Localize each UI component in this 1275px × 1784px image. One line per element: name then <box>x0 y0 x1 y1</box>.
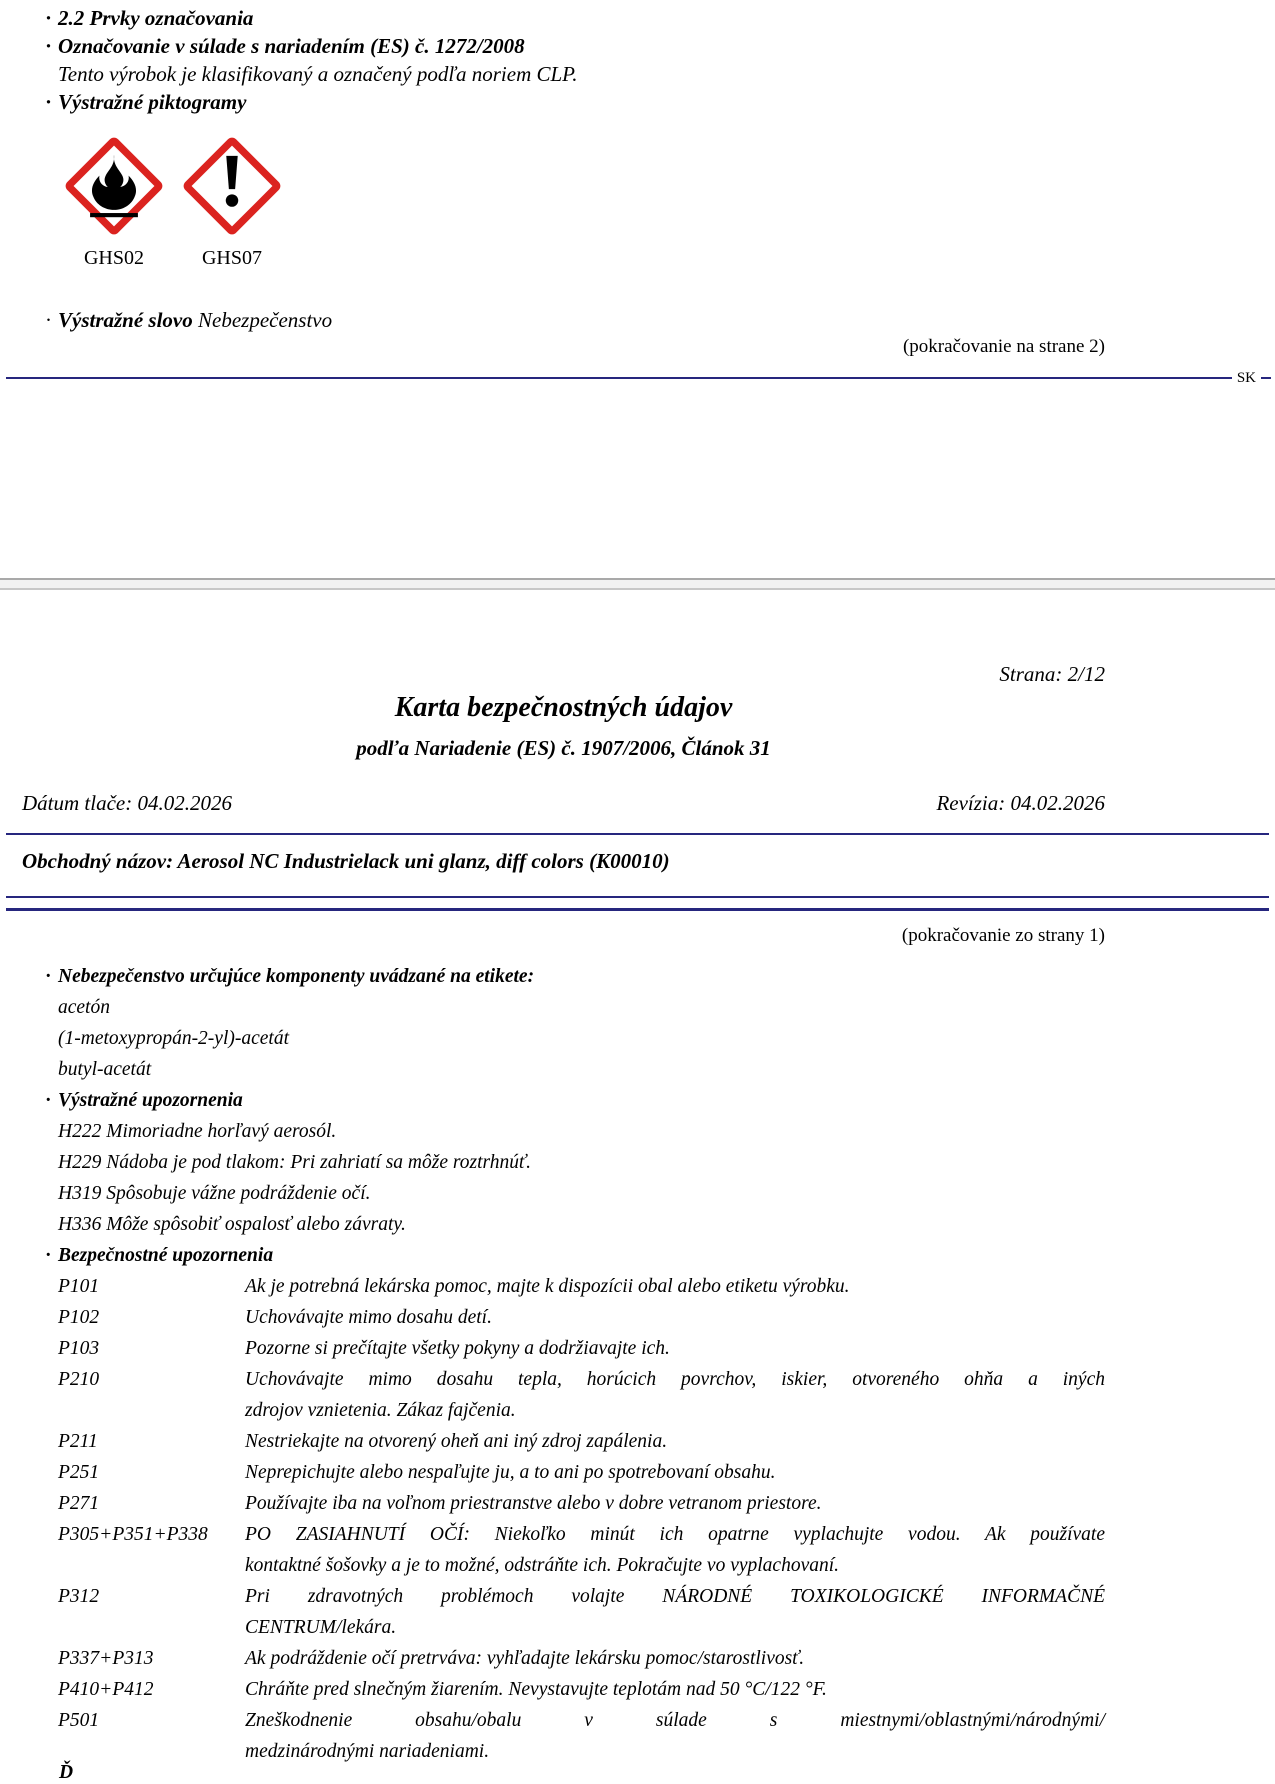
p-text: Neprepichujte alebo nespaľujte ju, a to ani po spotrebovaní obsahu. <box>245 1462 776 1483</box>
page-number: Strana: 2/12 <box>999 662 1105 686</box>
hazard-content <box>45 961 1105 1767</box>
p-text: Ak podráždenie očí pretrváva: vyhľadajte lekársku pomoc/starostlivosť. <box>245 1648 805 1669</box>
clipped-next-line-glyph: Ď <box>59 1762 74 1783</box>
bullet: · <box>45 1090 52 1111</box>
signal-word-row <box>45 308 332 333</box>
p-text: Pozorne si prečítajte všetky pokyny a dodržiavajte ich. <box>245 1338 670 1359</box>
labeling-regulation-heading: · Označovanie v súlade s nariadením (ES) č. 1272/2008 <box>45 34 525 58</box>
hazard-statement: H336 Môže spôsobiť ospalosť alebo závraty. <box>58 1214 406 1235</box>
header-rule-top <box>6 833 1269 835</box>
hazard-statement: H229 Nádoba je pod tlakom: Pri zahriatí sa môže roztrhnúť. <box>58 1152 531 1173</box>
precautionary-heading: · Bezpečnostné upozornenia <box>45 1240 1105 1271</box>
p-code: P271 <box>58 1493 100 1514</box>
pictograms-heading: · Výstražné piktogramy <box>45 90 247 114</box>
precautionary-row <box>45 1457 1105 1488</box>
header-rule-thin <box>6 896 1269 898</box>
language-divider <box>6 369 1271 387</box>
p-text-line: medzinárodnými nariadeniami. <box>245 1741 490 1762</box>
bullet: · <box>45 90 53 114</box>
revision-date: Revízia: 04.02.2026 <box>936 791 1105 815</box>
continuation-note-prev: (pokračovanie zo strany 1) <box>901 925 1105 946</box>
bullet: · <box>45 34 53 58</box>
hazard-statement: H319 Spôsobuje vážne podráždenie očí. <box>58 1183 371 1204</box>
precautionary-row <box>45 1488 1105 1519</box>
p-code: P337+P313 <box>58 1648 154 1669</box>
continuation-note-next: (pokračovanie na strane 2) <box>902 336 1105 357</box>
p-code: P410+P412 <box>58 1679 154 1700</box>
p-text: Chráňte pred slnečným žiarením. Nevystavujte teplotám nad 50 °C/122 °F. <box>245 1679 827 1700</box>
precautionary-row <box>45 1364 1105 1426</box>
p-text-line: zdrojov vznietenia. Zákaz fajčenia. <box>245 1400 516 1421</box>
ghs07-pictogram <box>180 134 284 238</box>
signal-word-label: Výstražné slovo <box>58 308 193 332</box>
precautionary-row <box>45 1333 1105 1364</box>
p-code: P103 <box>58 1338 100 1359</box>
precautionary-row <box>45 1581 1105 1643</box>
p-text-line: Uchovávajte mimo dosahu tepla, horúcich povrchov, iskier, otvoreného ohňa a iných <box>245 1369 1105 1390</box>
bullet: · <box>45 1245 52 1266</box>
p-text-line: CENTRUM/lekára. <box>245 1617 397 1638</box>
trade-name: Obchodný názov: Aerosol NC Industrielack uni glanz, diff colors (K00010) <box>22 849 670 873</box>
p-text: Ak je potrebná lekárska pomoc, majte k dispozícii obal alebo etiketu výrobku. <box>245 1276 850 1297</box>
bullet: · <box>45 308 52 332</box>
p-text-line: Pri zdravotných problémoch volajte NÁRODNÉ TOXIKOLOGICKÉ INFORMAČNÉ <box>245 1586 1105 1607</box>
precautionary-row <box>45 1426 1105 1457</box>
ghs-pictograms <box>62 134 284 238</box>
hazard-component: butyl-acetát <box>58 1059 152 1080</box>
clp-note: Tento výrobok je klasifikovaný a označený podľa noriem CLP. <box>58 62 578 86</box>
document-subtitle: podľa Nariadenie (ES) č. 1907/2006, Článok 31 <box>356 736 771 760</box>
document-title: Karta bezpečnostných údajov <box>394 692 733 723</box>
page-break-separator <box>0 578 1275 590</box>
hazard-components-heading: · Nebezpečenstvo určujúce komponenty uvádzané na etikete: <box>45 961 1105 992</box>
precautionary-row <box>45 1643 1105 1674</box>
p-code: P101 <box>58 1276 100 1297</box>
hazard-component: (1-metoxypropán-2-yl)-acetát <box>58 1028 290 1049</box>
precautionary-row <box>45 1674 1105 1705</box>
ghs02-code: GHS02 <box>83 247 144 269</box>
signal-word-value: Nebezpečenstvo <box>198 308 333 332</box>
p-code: P211 <box>58 1431 98 1452</box>
p-code: P102 <box>58 1307 100 1328</box>
p-code: P251 <box>58 1462 100 1483</box>
hazard-statements-heading: · Výstražné upozornenia <box>45 1085 1105 1116</box>
p-text: Nestriekajte na otvorený oheň ani iný zdroj zapálenia. <box>245 1431 668 1452</box>
p-code: P501 <box>58 1710 100 1731</box>
bullet: · <box>45 6 53 30</box>
date-row <box>22 791 1105 816</box>
print-date: Dátum tlače: 04.02.2026 <box>22 791 232 815</box>
language-code: SK <box>1236 370 1256 386</box>
bullet: · <box>45 966 52 987</box>
exclamation-icon <box>180 134 284 238</box>
p-text-line: Zneškodnenie obsahu/obalu v súlade s miestnymi/oblastnými/národnými/ <box>245 1710 1105 1731</box>
precautionary-row <box>45 1302 1105 1333</box>
section-2-2-heading: · 2.2 Prvky označovania <box>45 6 254 30</box>
divider-line-right <box>1261 377 1271 379</box>
divider-line-left <box>6 377 1232 379</box>
p-code: P305+P351+P338 <box>58 1524 208 1545</box>
precautionary-row <box>45 1271 1105 1302</box>
labeling-section <box>45 4 578 116</box>
p-text-line: PO ZASIAHNUTÍ OČÍ: Niekoľko minút ich opatrne vyplachujte vodou. Ak používate <box>245 1524 1105 1545</box>
ghs07-code: GHS07 <box>201 247 262 269</box>
flame-icon <box>62 134 166 238</box>
p-text: Používajte iba na voľnom priestranstve alebo v dobre vetranom priestore. <box>245 1493 822 1514</box>
hazard-statement: H222 Mimoriadne horľavý aerosól. <box>58 1121 337 1142</box>
p-text: Uchovávajte mimo dosahu detí. <box>245 1307 492 1328</box>
p-code: P210 <box>58 1369 100 1390</box>
hazard-component: acetón <box>58 997 110 1018</box>
p-code: P312 <box>58 1586 100 1607</box>
precautionary-row <box>45 1519 1105 1581</box>
precautionary-row <box>45 1705 1105 1767</box>
ghs-pictogram-labels <box>62 247 284 270</box>
p-text-line: kontaktné šošovky a je to možné, odstráňte ich. Pokračujte vo vyplachovaní. <box>245 1555 840 1576</box>
ghs02-pictogram <box>62 134 166 238</box>
header-rule-thick <box>6 908 1269 911</box>
